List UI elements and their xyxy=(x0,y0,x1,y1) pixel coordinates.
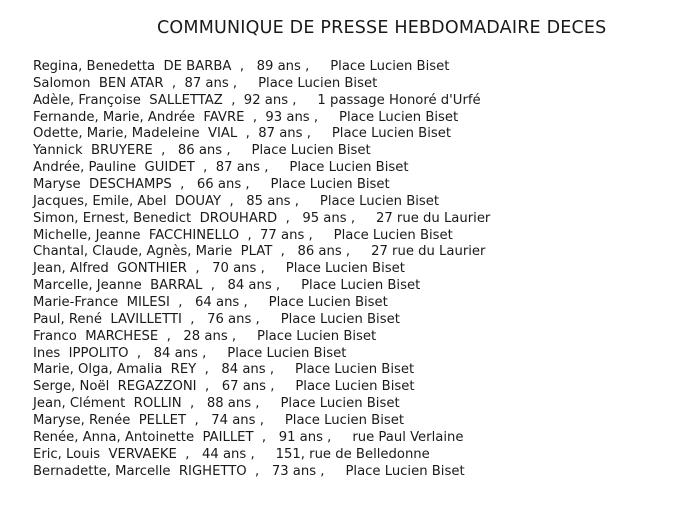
list-item: Michelle, Jeanne FACCHINELLO , 77 ans , Place Lucien Biset xyxy=(33,227,453,243)
list-item: Andrée, Pauline GUIDET , 87 ans , Place Lucien Biset xyxy=(33,160,409,176)
list-item: Marie-France MILESI , 64 ans , Place Lucien Biset xyxy=(33,295,388,311)
list-item: Chantal, Claude, Agnès, Marie PLAT , 86 ans , 27 rue du Laurier xyxy=(33,244,486,260)
list-item: Maryse DESCHAMPS , 66 ans , Place Lucien Biset xyxy=(33,177,390,193)
page-title: COMMUNIQUE DE PRESSE HEBDOMADAIRE DECES xyxy=(157,18,607,38)
list-item: Serge, Noël REGAZZONI , 67 ans , Place Lucien Biset xyxy=(33,379,415,395)
list-item: Marie, Olga, Amalia REY , 84 ans , Place Lucien Biset xyxy=(33,362,415,378)
list-item: Jacques, Emile, Abel DOUAY , 85 ans , Place Lucien Biset xyxy=(33,193,440,209)
list-item: Jean, Clément ROLLIN , 88 ans , Place Lucien Biset xyxy=(33,396,400,412)
list-item: Adèle, Françoise SALLETTAZ , 92 ans , 1 passage Honoré d'Urfé xyxy=(33,92,481,108)
death-notice-list xyxy=(33,59,490,480)
list-item: Salomon BEN ATAR , 87 ans , Place Lucien Biset xyxy=(33,75,378,91)
list-item: Odette, Marie, Madeleine VIAL , 87 ans , Place Lucien Biset xyxy=(33,126,452,142)
list-item: Yannick BRUYERE , 86 ans , Place Lucien Biset xyxy=(33,143,371,159)
list-item: Renée, Anna, Antoinette PAILLET , 91 ans , rue Paul Verlaine xyxy=(33,429,464,445)
list-item: Bernadette, Marcelle RIGHETTO , 73 ans , Place Lucien Biset xyxy=(33,463,465,479)
list-item: Maryse, Renée PELLET , 74 ans , Place Lucien Biset xyxy=(33,413,405,429)
list-item: Paul, René LAVILLETTI , 76 ans , Place Lucien Biset xyxy=(33,311,400,327)
list-item: Ines IPPOLITO , 84 ans , Place Lucien Biset xyxy=(33,345,347,361)
list-item: Franco MARCHESE , 28 ans , Place Lucien Biset xyxy=(33,328,377,344)
list-item: Marcelle, Jeanne BARRAL , 84 ans , Place Lucien Biset xyxy=(33,278,421,294)
list-item: Regina, Benedetta DE BARBA , 89 ans , Place Lucien Biset xyxy=(33,59,450,74)
list-item: Simon, Ernest, Benedict DROUHARD , 95 ans , 27 rue du Laurier xyxy=(33,210,491,226)
list-item: Eric, Louis VERVAEKE , 44 ans , 151, rue de Belledonne xyxy=(33,446,430,462)
list-item: Fernande, Marie, Andrée FAVRE , 93 ans , Place Lucien Biset xyxy=(33,109,459,125)
list-item: Jean, Alfred GONTHIER , 70 ans , Place Lucien Biset xyxy=(33,261,405,277)
